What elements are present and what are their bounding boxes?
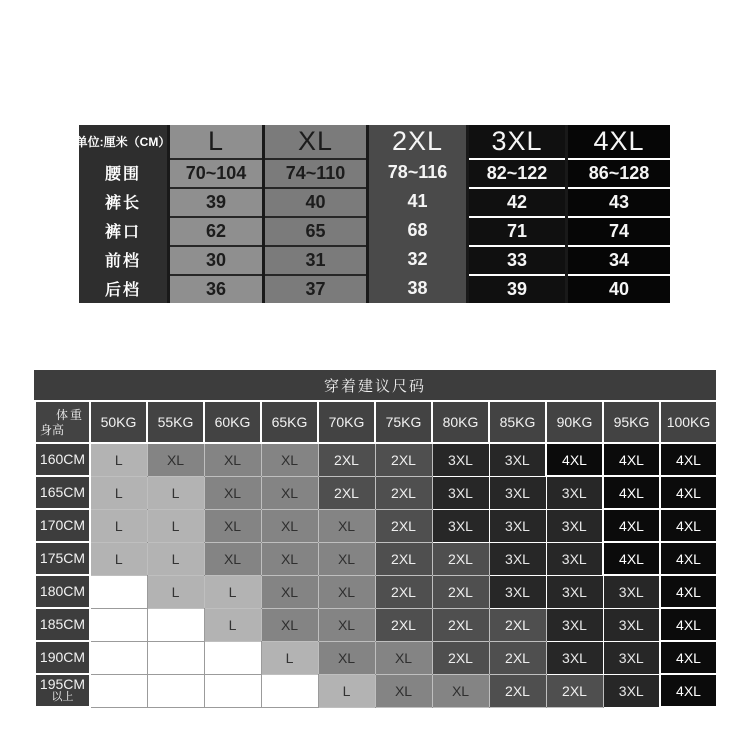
suggestion-cell	[90, 608, 147, 641]
size-value-cell: 78~116	[387, 162, 448, 182]
height-label-text: 185CM	[39, 616, 86, 633]
size-value-cell: 41	[407, 191, 428, 211]
suggestion-cell: 4XL	[660, 509, 717, 542]
size-value-cell: 38	[407, 278, 428, 298]
height-label-185CM	[35, 608, 90, 641]
suggestion-cell: 2XL	[375, 476, 432, 509]
suggestion-cell	[204, 641, 261, 674]
suggestion-cell: 4XL	[660, 542, 717, 575]
suggestion-cell: XL	[318, 575, 375, 608]
weight-header-65KG: 65KG	[261, 401, 318, 443]
suggestion-cell: XL	[147, 443, 204, 476]
suggestion-cell: 3XL	[546, 641, 603, 674]
weight-header-90KG: 90KG	[546, 401, 603, 443]
suggestion-cell: 3XL	[603, 608, 660, 641]
suggestion-cell: XL	[204, 509, 261, 542]
size-value-cell: 74	[568, 216, 670, 245]
suggestion-title: 穿着建议尺码	[34, 370, 716, 400]
size-header-XL: XL	[297, 126, 334, 156]
suggestion-cell: XL	[261, 443, 318, 476]
suggestion-row-175CM	[35, 542, 717, 575]
suggestion-cell: 3XL	[603, 674, 660, 707]
suggestion-cell: 2XL	[546, 674, 603, 707]
height-label-text: 170CM	[39, 517, 86, 534]
suggestion-cell: L	[90, 476, 147, 509]
height-label-text: 195CM	[39, 676, 86, 693]
suggestion-cell: L	[204, 608, 261, 641]
suggestion-cell: 4XL	[546, 443, 603, 476]
corner-height-label: 身高	[40, 423, 65, 437]
height-label-165CM	[35, 476, 90, 509]
size-column-4XL	[568, 125, 670, 303]
weight-header-55KG: 55KG	[147, 401, 204, 443]
suggestion-cell: 3XL	[432, 476, 489, 509]
size-value-cell: 36	[170, 274, 262, 303]
suggestion-cell: 2XL	[489, 674, 546, 707]
suggestion-section	[34, 370, 716, 708]
size-value-cell: 39	[469, 274, 565, 303]
height-label-170CM	[35, 509, 90, 542]
suggestion-cell: L	[147, 476, 204, 509]
suggestion-cell: XL	[261, 608, 318, 641]
size-header-4XL: 4XL	[593, 126, 645, 156]
suggestion-cell: XL	[204, 476, 261, 509]
suggestion-row-165CM	[35, 476, 717, 509]
suggestion-cell: 2XL	[375, 575, 432, 608]
suggestion-cell: 3XL	[489, 575, 546, 608]
suggestion-row-190CM	[35, 641, 717, 674]
size-header-2XL: 2XL	[391, 126, 444, 156]
suggestion-cell: 4XL	[660, 608, 717, 641]
suggestion-table	[34, 400, 718, 708]
suggestion-cell	[261, 674, 318, 707]
suggestion-cell: XL	[432, 674, 489, 707]
size-chart-table	[75, 125, 670, 303]
suggestion-cell: XL	[318, 608, 375, 641]
height-label-160CM	[35, 443, 90, 476]
size-value-cell: 31	[265, 245, 366, 274]
size-value-cell: 30	[170, 245, 262, 274]
measure-row-label: 腰围	[104, 166, 141, 183]
weight-header-75KG: 75KG	[375, 401, 432, 443]
suggestion-cell	[147, 674, 204, 707]
size-column-3XL	[469, 125, 565, 303]
size-value-cell: 32	[407, 249, 428, 269]
size-value-cell: 68	[407, 220, 428, 240]
weight-header-95KG: 95KG	[603, 401, 660, 443]
size-value-cell: 37	[265, 274, 366, 303]
size-value-cell: 34	[568, 245, 670, 274]
height-label-text: 190CM	[39, 649, 86, 666]
size-value-cell: 40	[265, 187, 366, 216]
suggestion-cell	[90, 641, 147, 674]
size-column-XL	[265, 125, 366, 303]
suggestion-cell: L	[90, 542, 147, 575]
height-label-175CM	[35, 542, 90, 575]
weight-height-corner-cell	[35, 401, 90, 443]
suggestion-cell: 4XL	[603, 443, 660, 476]
size-column-L	[170, 125, 262, 303]
corner-weight-label: 体重	[55, 408, 84, 422]
suggestion-cell: XL	[375, 674, 432, 707]
suggestion-cell: L	[204, 575, 261, 608]
suggestion-cell: 2XL	[375, 443, 432, 476]
suggestion-cell	[147, 641, 204, 674]
suggestion-cell: 3XL	[489, 509, 546, 542]
suggestion-cell: 2XL	[432, 542, 489, 575]
suggestion-cell: 2XL	[432, 641, 489, 674]
size-value-cell: 86~128	[568, 158, 670, 187]
suggestion-table-body	[35, 401, 717, 707]
suggestion-cell: XL	[204, 443, 261, 476]
suggestion-cell: XL	[318, 641, 375, 674]
suggestion-cell: 2XL	[318, 443, 375, 476]
suggestion-cell: 3XL	[546, 509, 603, 542]
measure-row-label: 前档	[104, 253, 141, 270]
suggestion-cell: 2XL	[375, 509, 432, 542]
suggestion-cell: 3XL	[546, 608, 603, 641]
suggestion-cell: 4XL	[660, 443, 717, 476]
suggestion-cell: L	[90, 443, 147, 476]
suggestion-cell: XL	[261, 542, 318, 575]
suggestion-cell: 3XL	[546, 575, 603, 608]
height-label-180CM	[35, 575, 90, 608]
weight-header-100KG: 100KG	[660, 401, 717, 443]
suggestion-cell: 3XL	[489, 476, 546, 509]
weight-header-50KG: 50KG	[90, 401, 147, 443]
suggestion-cell: L	[147, 509, 204, 542]
suggestion-header-row	[35, 401, 717, 443]
suggestion-cell: 2XL	[432, 608, 489, 641]
size-header-3XL: 3XL	[491, 126, 543, 156]
weight-header-85KG: 85KG	[489, 401, 546, 443]
weight-header-70KG: 70KG	[318, 401, 375, 443]
suggestion-cell: 2XL	[375, 608, 432, 641]
size-value-cell: 43	[568, 187, 670, 216]
suggestion-cell: 3XL	[603, 575, 660, 608]
suggestion-cell: 3XL	[489, 443, 546, 476]
size-value-cell: 42	[469, 187, 565, 216]
unit-label: 单位:厘米（CM）	[75, 135, 171, 149]
size-value-cell: 74~110	[265, 158, 366, 187]
suggestion-cell: 3XL	[546, 542, 603, 575]
suggestion-cell: L	[147, 575, 204, 608]
suggestion-row-160CM	[35, 443, 717, 476]
suggestion-cell: XL	[318, 542, 375, 575]
size-value-cell: 40	[568, 274, 670, 303]
suggestion-cell: 4XL	[660, 674, 717, 707]
weight-header-80KG: 80KG	[432, 401, 489, 443]
suggestion-cell: 2XL	[489, 641, 546, 674]
suggestion-cell	[90, 674, 147, 707]
suggestion-cell: 2XL	[432, 575, 489, 608]
suggestion-cell: L	[90, 509, 147, 542]
suggestion-cell: 4XL	[660, 575, 717, 608]
suggestion-cell: XL	[261, 575, 318, 608]
suggestion-cell: L	[261, 641, 318, 674]
size-value-cell: 65	[265, 216, 366, 245]
suggestion-cell: 3XL	[489, 542, 546, 575]
suggestion-cell: 4XL	[603, 542, 660, 575]
suggestion-cell: 4XL	[603, 476, 660, 509]
suggestion-row-170CM	[35, 509, 717, 542]
suggestion-cell: 3XL	[546, 476, 603, 509]
size-value-cell: 39	[170, 187, 262, 216]
suggestion-row-180CM	[35, 575, 717, 608]
suggestion-cell: 3XL	[432, 509, 489, 542]
suggestion-cell	[90, 575, 147, 608]
suggestion-cell: XL	[204, 542, 261, 575]
suggestion-cell: 3XL	[603, 641, 660, 674]
size-chart-label-column	[75, 125, 171, 303]
measure-row-label: 后档	[104, 282, 141, 299]
size-value-cell: 70~104	[170, 158, 262, 187]
height-label-text: 180CM	[39, 583, 86, 600]
suggestion-cell: 2XL	[375, 542, 432, 575]
suggestion-cell	[204, 674, 261, 707]
measure-row-label: 裤长	[104, 195, 141, 212]
height-label-text: 175CM	[39, 550, 86, 567]
suggestion-row-185CM	[35, 608, 717, 641]
size-header-L: L	[207, 126, 225, 156]
height-label-text: 165CM	[39, 484, 86, 501]
size-column-2XL	[369, 125, 466, 303]
suggestion-row-195CM	[35, 674, 717, 707]
suggestion-cell: 3XL	[432, 443, 489, 476]
suggestion-cell: L	[147, 542, 204, 575]
suggestion-cell: XL	[261, 509, 318, 542]
height-label-195CM	[35, 674, 90, 707]
suggestion-cell: 4XL	[603, 509, 660, 542]
suggestion-cell: XL	[318, 509, 375, 542]
suggestion-cell: XL	[261, 476, 318, 509]
suggestion-cell: 2XL	[489, 608, 546, 641]
size-value-cell: 71	[469, 216, 565, 245]
size-value-cell: 82~122	[469, 158, 565, 187]
suggestion-cell: 4XL	[660, 476, 717, 509]
height-label-190CM	[35, 641, 90, 674]
weight-header-60KG: 60KG	[204, 401, 261, 443]
height-label-suffix: 以上	[51, 691, 74, 704]
suggestion-cell: 2XL	[318, 476, 375, 509]
suggestion-cell: 4XL	[660, 641, 717, 674]
height-label-text: 160CM	[39, 451, 86, 468]
suggestion-cell: XL	[375, 641, 432, 674]
measure-row-label: 裤口	[104, 224, 141, 241]
suggestion-cell: L	[318, 674, 375, 707]
suggestion-cell	[147, 608, 204, 641]
size-value-cell: 33	[469, 245, 565, 274]
size-value-cell: 62	[170, 216, 262, 245]
